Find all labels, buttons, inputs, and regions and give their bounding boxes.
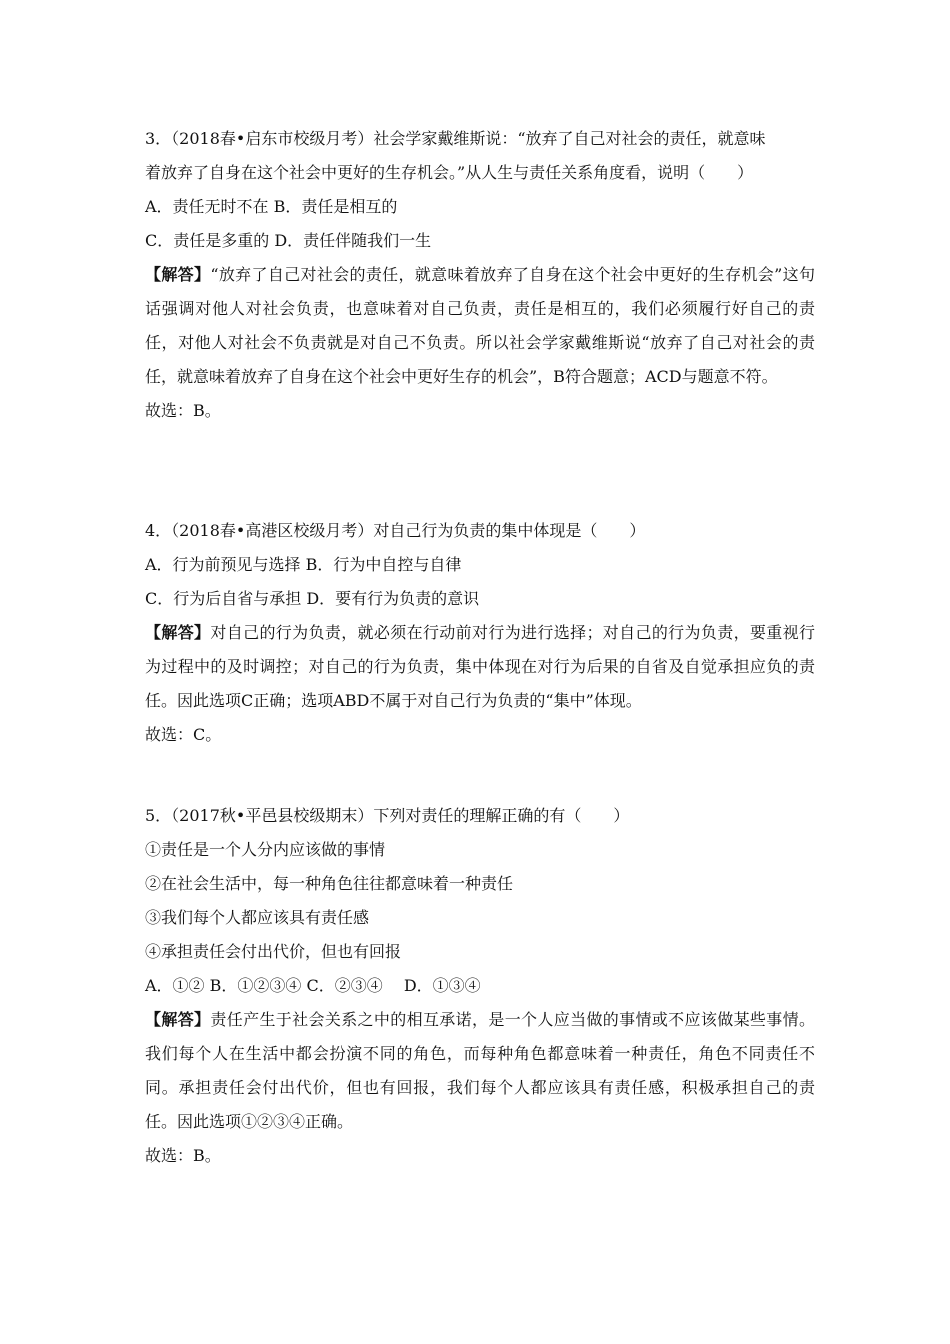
answer-result: 故选：B。 bbox=[145, 1146, 221, 1165]
question-stem-line: 3．（2018春•启东市校级月考）社会学家戴维斯说：“放弃了自己对社会的责任，就意味 bbox=[145, 129, 766, 148]
answer-paragraph bbox=[145, 1003, 815, 1139]
option-line: C．责任是多重的 D．责任伴随我们一生 bbox=[145, 231, 432, 250]
answer-result: 故选：C。 bbox=[145, 725, 222, 744]
question-4 bbox=[145, 514, 815, 752]
question-stem-line: 5．（2017秋•平邑县校级期末）下列对责任的理解正确的有（ ） bbox=[145, 806, 630, 825]
answer-tag: 【解答】 bbox=[145, 1010, 211, 1029]
option-line: A．①② B．①②③④ C．②③④ D．①③④ bbox=[145, 976, 481, 995]
question-stem-line: 着放弃了自身在这个社会中更好的生存机会。”从人生与责任关系角度看，说明（ ） bbox=[145, 163, 754, 182]
answer-text: 对自己的行为负责，就必须在行动前对行为进行选择；对自己的行为负责，要重视行为过程中的及时调控；对自己的行为负责，集中体现在对行为后果的自省及自觉承担应负的责任。因此选项C正确；选项ABD不属于对自己行为负责的“集中”体现。 bbox=[145, 623, 815, 710]
option-line: A．责任无时不在 B．责任是相互的 bbox=[145, 197, 398, 216]
statement-item: ②在社会生活中，每一种角色往往都意味着一种责任 bbox=[145, 874, 514, 893]
answer-tag: 【解答】 bbox=[145, 623, 211, 642]
statement-item: ④承担责任会付出代价，但也有回报 bbox=[145, 942, 402, 961]
statement-item: ①责任是一个人分内应该做的事情 bbox=[145, 840, 386, 859]
statement-item: ③我们每个人都应该具有责任感 bbox=[145, 908, 370, 927]
answer-paragraph bbox=[145, 616, 815, 718]
option-line: C．行为后自省与承担 D．要有行为负责的意识 bbox=[145, 589, 480, 608]
answer-text: 责任产生于社会关系之中的相互承诺，是一个人应当做的事情或不应该做某些事情。我们每个人在生活中都会扮演不同的角色，而每种角色都意味着一种责任，角色不同责任不同。承担责任会付出代价，但也有回报，我们每个人都应该具有责任感，积极承担自己的责任。因此选项①②③④正确。 bbox=[145, 1010, 815, 1131]
question-5 bbox=[145, 799, 815, 1173]
question-3 bbox=[145, 122, 815, 428]
option-line: A．行为前预见与选择 B．行为中自控与自律 bbox=[145, 555, 462, 574]
answer-text: “放弃了自己对社会的责任，就意味着放弃了自身在这个社会中更好的生存机会”这句话强调对他人对社会负责，也意味着对自己负责，责任是相互的，我们必须履行好自己的责任，对他人对社会不负责就是对自己不负责。所以社会学家戴维斯说“放弃了自己对社会的责任，就意味着放弃了自身在这个社会中更好生存的机会”，B符合题意；ACD与题意不符。 bbox=[145, 265, 815, 386]
question-stem-line: 4．（2018春•高港区校级月考）对自己行为负责的集中体现是（ ） bbox=[145, 521, 646, 540]
answer-result: 故选：B。 bbox=[145, 401, 221, 420]
answer-tag: 【解答】 bbox=[145, 265, 211, 284]
answer-paragraph bbox=[145, 258, 815, 394]
